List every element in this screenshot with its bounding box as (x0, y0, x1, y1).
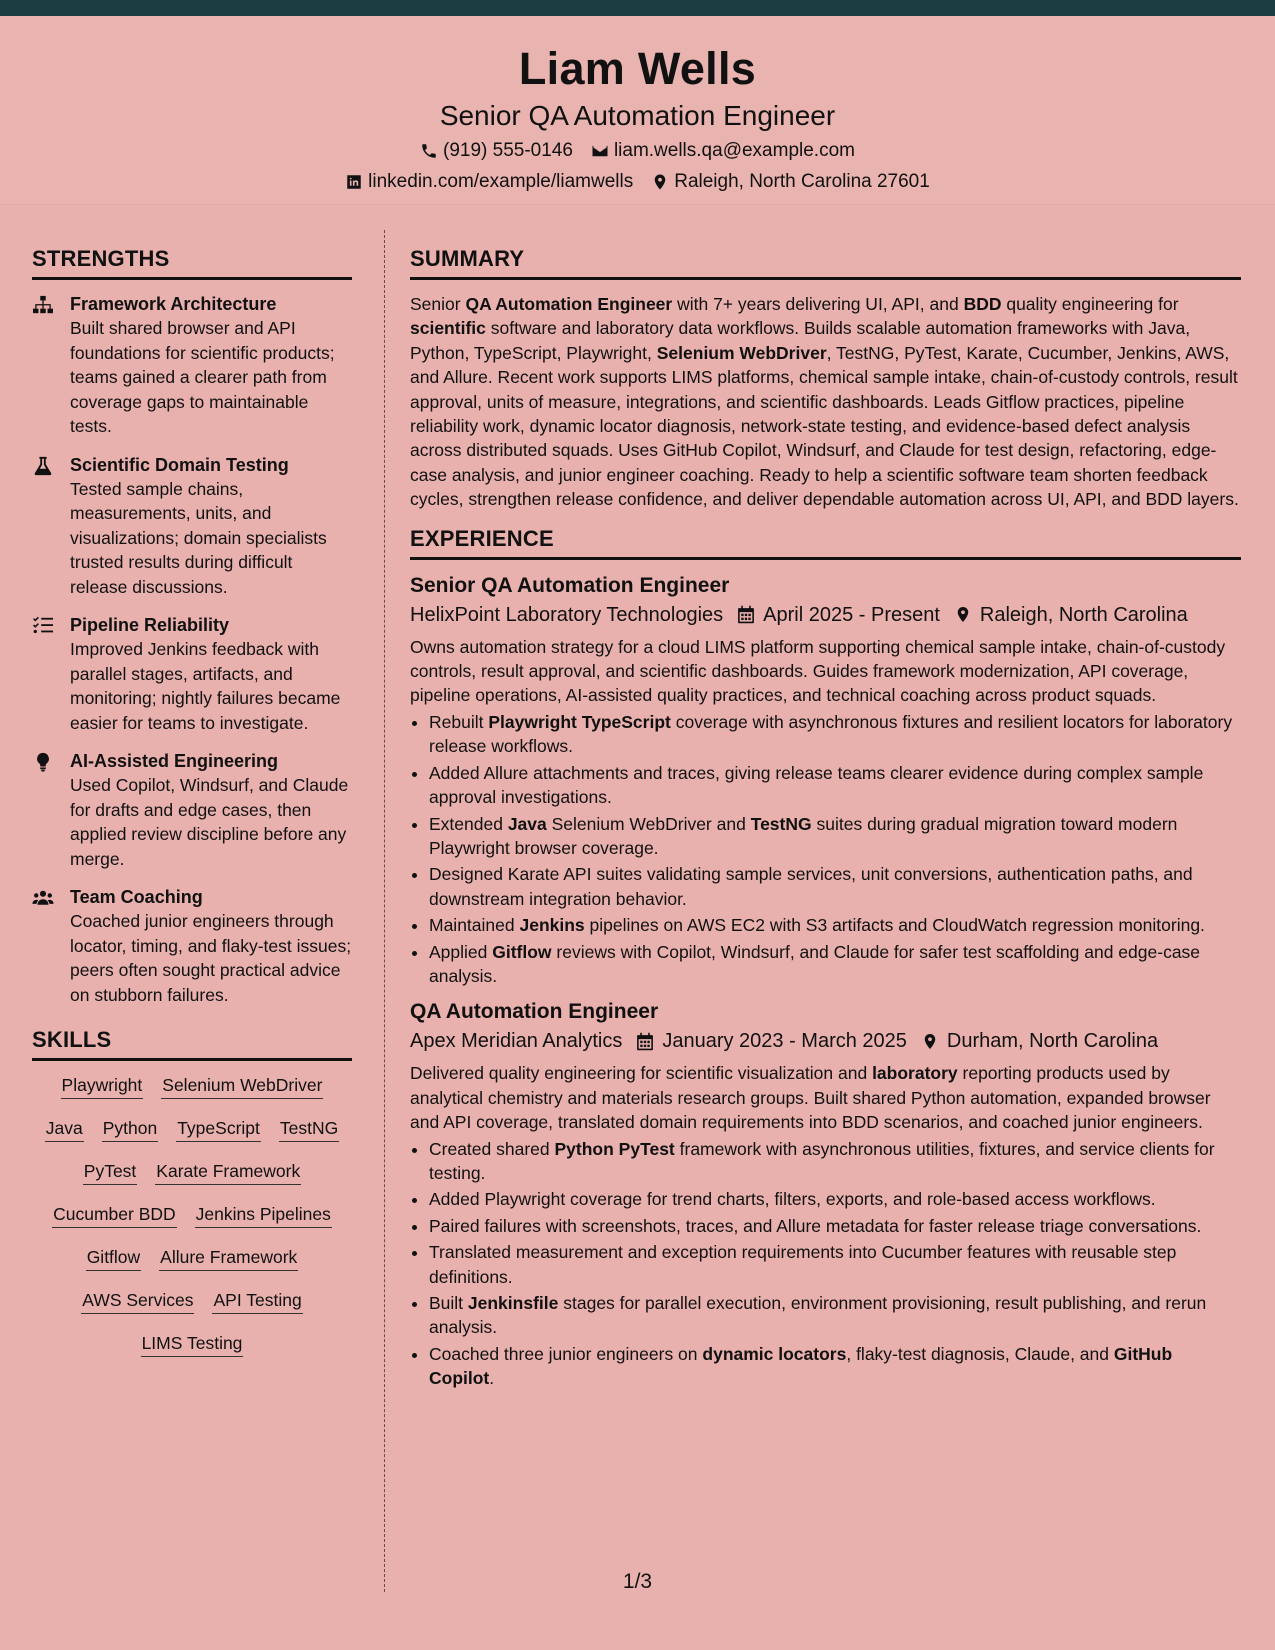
resume-header (0, 16, 1275, 205)
skill-tag: Jenkins Pipelines (195, 1202, 332, 1228)
skill-tag: Cucumber BDD (52, 1202, 177, 1228)
job-dates: January 2023 - March 2025 (662, 1030, 907, 1053)
job-meta (410, 1027, 1241, 1055)
page-number: 1/3 (622, 1570, 653, 1593)
job-bullet (429, 710, 1241, 759)
contact-location (651, 169, 930, 195)
job-bullet (429, 1214, 1241, 1238)
job-dates: April 2025 - Present (763, 603, 940, 626)
top-accent-bar (0, 0, 1275, 16)
bold-text: Python PyTest (554, 1138, 675, 1159)
experience-heading: EXPERIENCE (410, 526, 1241, 560)
bold-text: laboratory (872, 1063, 958, 1084)
text-run: reporting products used by analytical chemistry and materials research groups. Built shared Python automation, expanded browser and API coverage, translated domain requirements into BDD scenarios, and coached junior engineers. (410, 1063, 1211, 1133)
text-run: stages for parallel execution, environment provisioning, result publishing, and rerun analysis. (429, 1293, 1207, 1338)
text-run: reviews with Copilot, Windsurf, and Claude for safer test scaffolding and edge-case analysis. (429, 941, 1201, 986)
skill-tag: TypeScript (176, 1116, 261, 1142)
job-company: Apex Meridian Analytics (410, 1030, 623, 1053)
text-run: Selenium WebDriver and (546, 813, 751, 834)
text-run: Created shared (429, 1138, 555, 1159)
skills-heading: SKILLS (32, 1027, 352, 1061)
skill-row (32, 1202, 352, 1228)
list-check-icon (32, 616, 54, 636)
text-run: Delivered quality engineering for scientific visualization and (410, 1063, 873, 1084)
location-text: Raleigh, North Carolina 27601 (674, 171, 930, 192)
candidate-title: Senior QA Automation Engineer (439, 100, 836, 131)
job-bullet (429, 1187, 1241, 1211)
envelope-icon (591, 142, 609, 160)
job-description (410, 1061, 1241, 1134)
map-pin-icon (651, 173, 669, 191)
strengths-heading: STRENGTHS (32, 246, 352, 280)
text-run: with 7+ years delivering UI, API, and (672, 294, 964, 314)
skill-tag: Python (102, 1116, 158, 1142)
calendar-icon (636, 1032, 654, 1051)
skill-tag: Gitflow (86, 1245, 141, 1271)
bold-text: GitHub Copilot (429, 1343, 1173, 1389)
strength-item (32, 292, 352, 439)
skill-tag: TestNG (279, 1116, 339, 1142)
text-run: Senior (410, 294, 466, 314)
job-title: Senior QA Automation Engineer (410, 573, 730, 597)
job-bullet (429, 761, 1241, 810)
text-run: . (489, 1368, 495, 1389)
job-bullet (429, 1291, 1241, 1340)
text-run: framework with asynchronous utilities, fixtures, and service clients for testing. (429, 1138, 1215, 1183)
skill-row (32, 1073, 352, 1099)
bold-text: Jenkinsfile (467, 1293, 559, 1313)
phone-text: (919) 555-0146 (443, 140, 573, 161)
strength-title: Scientific Domain Testing (70, 454, 289, 475)
skills-list (32, 1073, 352, 1357)
text-run: Built (429, 1293, 468, 1313)
skill-tag: PyTest (83, 1159, 138, 1185)
left-column (32, 246, 352, 1374)
job-bullet (429, 1137, 1241, 1186)
text-run: pipelines on AWS EC2 with S3 artifacts and CloudWatch regression monitoring. (584, 915, 1205, 936)
job-location: Raleigh, North Carolina (979, 603, 1188, 626)
bold-text: scientific (410, 318, 486, 339)
text-run: suites during gradual migration toward modern Playwright browser coverage. (429, 813, 1178, 858)
job-entry (410, 572, 1241, 989)
text-run: software and laboratory data workflows. Builds scalable automation frameworks with Java, Python, TypeScript, Playwright, (410, 318, 1191, 363)
users-icon (32, 888, 54, 908)
right-column (410, 246, 1241, 1401)
strength-item (32, 885, 352, 1007)
job-bullet (429, 812, 1241, 861)
summary-text (410, 292, 1241, 512)
job-bullets (410, 710, 1241, 988)
bold-text: QA Automation Engineer (465, 294, 673, 314)
contact-row-1 (0, 138, 1275, 164)
skill-row (32, 1331, 352, 1357)
bold-text: BDD (963, 294, 1002, 314)
text-run: Translated measurement and exception requirements into Cucumber features with reusable step definitions. (429, 1242, 1177, 1287)
bold-text: Java (507, 813, 547, 834)
text-run: Coached three junior engineers on (429, 1343, 703, 1364)
text-run: Designed Karate API suites validating sample services, unit conversions, authentication paths, and downstream integration behavior. (429, 864, 1193, 909)
strength-item (32, 613, 352, 735)
bold-text: Selenium WebDriver (656, 342, 827, 363)
strength-item (32, 453, 352, 600)
phone-icon (420, 142, 438, 160)
text-run: Added Allure attachments and traces, giving release teams clearer evidence during complex sample approval investigations. (429, 762, 1204, 808)
job-title: QA Automation Engineer (410, 1000, 659, 1024)
text-run: Rebuilt (429, 711, 489, 732)
skill-row (32, 1288, 352, 1314)
job-bullet (429, 913, 1241, 937)
skill-row (32, 1159, 352, 1185)
lightbulb-icon (32, 752, 54, 772)
flask-icon (32, 456, 54, 476)
strength-title: AI-Assisted Engineering (70, 751, 279, 771)
text-run: quality engineering for (1001, 294, 1179, 314)
skill-tag: AWS Services (81, 1288, 194, 1314)
bold-text: Playwright TypeScript (488, 711, 671, 732)
strength-desc: Used Copilot, Windsurf, and Claude for drafts and edge cases, then applied review discipline before any merge. (70, 775, 349, 869)
email-text: liam.wells.qa@example.com (613, 140, 855, 161)
text-run: coverage with asynchronous fixtures and resilient locators for laboratory release workflows. (429, 711, 1233, 757)
job-bullet (429, 1240, 1241, 1289)
job-bullet (429, 862, 1241, 911)
strength-desc: Tested sample chains, measurements, units, and visualizations; domain specialists trusted results during difficult release discussions. (70, 478, 327, 597)
job-bullets (410, 1137, 1241, 1391)
map-pin-icon (921, 1032, 939, 1051)
contact-email[interactable] (591, 138, 855, 164)
job-meta (410, 601, 1241, 629)
strength-title: Team Coaching (70, 887, 203, 907)
contact-row-2 (0, 169, 1275, 195)
skill-tag: Playwright (61, 1073, 144, 1099)
linkedin-text: linkedin.com/example/liamwells (368, 171, 634, 192)
calendar-icon (737, 605, 755, 624)
job-description: Owns automation strategy for a cloud LIMS platform supporting chemical sample intake, chain-of-custody controls, result approval, and scientific dashboards. Guides framework modernization, API coverage, pipeline operations, AI-assisted quality practices, and technical coaching across product squads. (410, 636, 1226, 706)
strength-desc: Improved Jenkins feedback with parallel stages, artifacts, and monitoring; nightly failures became easier for teams to investigate. (70, 639, 341, 733)
text-run: , TestNG, PyTest, Karate, Cucumber, Jenkins, AWS, and Allure. Recent work supports LIMS platforms, chemical sample intake, chain-of-custody controls, result approval, units of measure, integrations, and scientific dashboards. Leads Gitflow practices, pipeline reliability work, dynamic locator diagnosis, network-state testing, and evidence-based defect analysis across distributed squads. Uses GitHub Copilot, Windsurf, and Claude for test design, refactoring, edge-case analysis, and junior engineer coaching. Ready to help a scientific software team shorten feedback cycles, strengthen release confidence, and deliver dependable automation across UI, API, and BDD layers. (410, 342, 1239, 510)
text-run: , flaky-test diagnosis, Claude, and (846, 1343, 1114, 1364)
skill-tag: Java (45, 1116, 84, 1142)
job-bullet (429, 940, 1241, 989)
strength-desc: Coached junior engineers through locator, timing, and flaky-test issues; peers often sought practical advice on stubborn failures. (70, 911, 352, 1005)
text-run: Paired failures with screenshots, traces, and Allure metadata for faster release triage conversations. (429, 1215, 1202, 1236)
job-bullet (429, 1342, 1241, 1391)
job-location: Durham, North Carolina (946, 1030, 1159, 1053)
contact-phone (420, 138, 573, 164)
sitemap-icon (32, 295, 54, 315)
map-pin-icon (954, 605, 972, 624)
candidate-name: Liam Wells (518, 43, 757, 94)
text-run: Applied (429, 941, 493, 962)
strength-title: Pipeline Reliability (70, 615, 230, 635)
skill-row (32, 1116, 352, 1142)
bold-text: dynamic locators (702, 1343, 847, 1364)
bold-text: Jenkins (519, 915, 585, 936)
skill-tag: Selenium WebDriver (161, 1073, 323, 1099)
strength-item (32, 749, 352, 871)
job-entry (410, 998, 1241, 1390)
bold-text: TestNG (750, 813, 812, 834)
skill-tag: LIMS Testing (141, 1331, 244, 1357)
text-run: Maintained (429, 915, 520, 936)
contact-linkedin[interactable] (345, 169, 633, 195)
skill-row (32, 1245, 352, 1271)
skill-tag: Allure Framework (159, 1245, 298, 1271)
job-company: HelixPoint Laboratory Technologies (410, 603, 724, 626)
summary-heading: SUMMARY (410, 246, 1241, 280)
skill-tag: API Testing (212, 1288, 302, 1314)
column-divider (384, 230, 385, 1592)
linkedin-icon (345, 173, 363, 191)
strength-title: Framework Architecture (70, 294, 277, 314)
text-run: Added Playwright coverage for trend charts, filters, exports, and role-based access workflows. (429, 1189, 1156, 1210)
bold-text: Gitflow (492, 941, 552, 962)
text-run: Extended (429, 813, 508, 834)
strength-desc: Built shared browser and API foundations for scientific products; teams gained a clearer path from coverage gaps to maintainable tests. (70, 318, 335, 436)
skill-tag: Karate Framework (155, 1159, 301, 1185)
